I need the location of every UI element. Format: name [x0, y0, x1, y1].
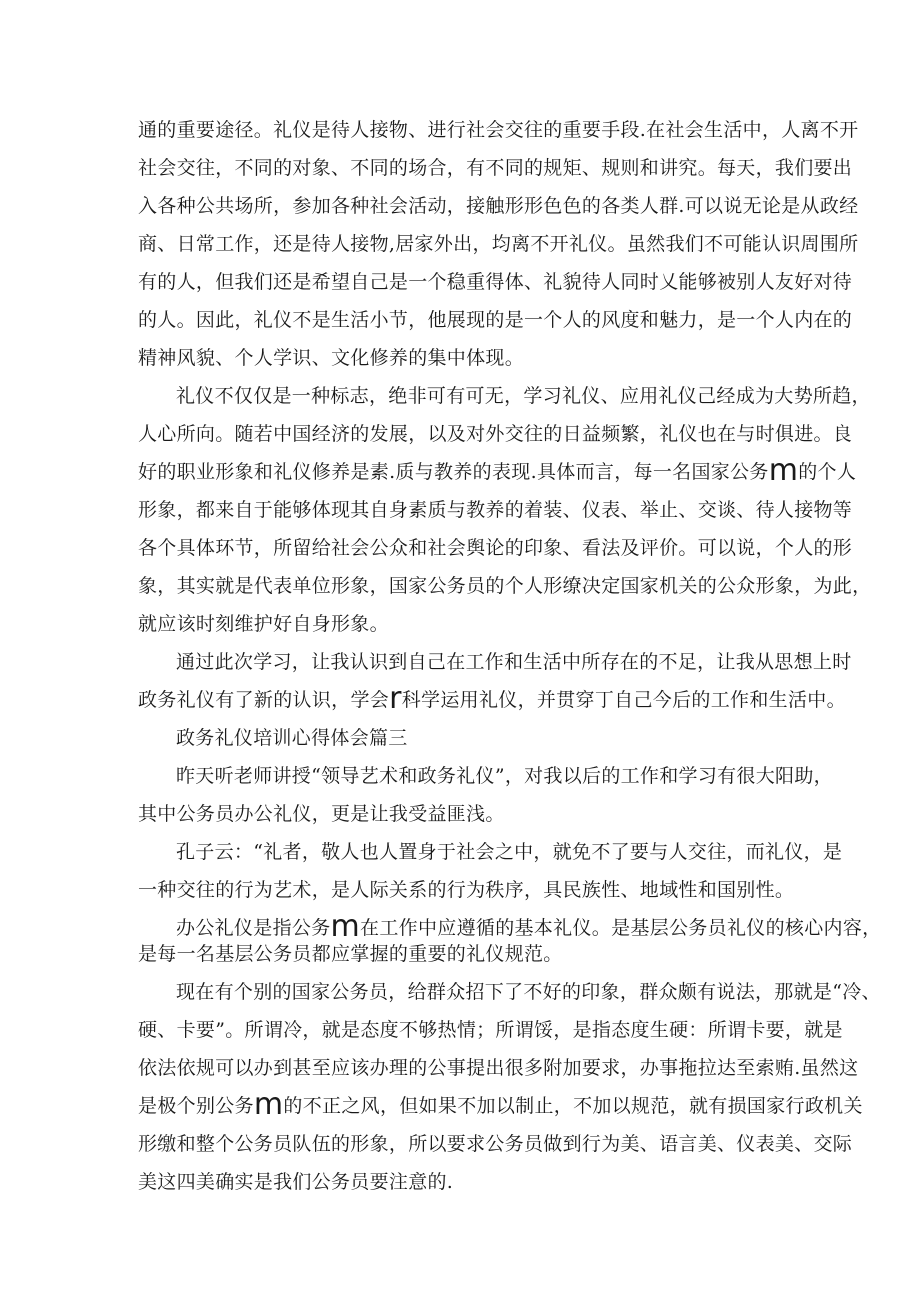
ocr-glyph: m [253, 1087, 284, 1122]
text-line: 社会交往，不同的对象、不同的场合，有不同的规矩、规则和讲究。每天，我们要出 [138, 157, 853, 179]
text-line: 精神风貌、个人学识、文化修养的集中体现。 [138, 347, 525, 369]
text-line: 就应该时刻维护好自身形象。 [138, 613, 389, 635]
text-line: 象，其实就是代表单位形象，国家公务员的个人形缭决定国家机关的公众形象，为此， [138, 575, 872, 597]
text-line: 形象，都来自于能够体现其自身素质与教养的着装、仪表、举止、交谈、待人接物等 [138, 499, 853, 521]
text-line: 礼仪不仅仅是一种标志，绝非可有可无，学习礼仪、应用礼仪己经成为大势所趋， [176, 385, 871, 407]
section-heading: 政务礼仪培训心得体会篇三 [176, 727, 408, 749]
text-line: 各个具体环节，所留给社会公众和社会舆论的印象、看法及评价。可以说，个人的形 [138, 537, 853, 559]
text-line: 入各种公共场所，参加各种社会活动，接触形形色色的各类人群.可以说无论是从政经 [138, 195, 859, 217]
text-line: 形缴和整个公务员队伍的形象，所以要求公务员做到行为美、语言美、仪表美、交际 [138, 1133, 853, 1155]
text-line: 现在有个别的国家公务员，给群众招下了不好的印象，群众颇有说法，那就是“冷、 [176, 981, 881, 1003]
text-line: 其中公务员办公礼仪，更是让我受益匪浅。 [138, 803, 505, 825]
text-line: 人心所向。随若中国经济的发展，以及对外交往的日益频繁，礼仪也在与时俱进。良 [138, 423, 853, 445]
text-line: 昨天听老师讲授“领导艺术和政务礼仪”，对我以后的工作和学习有很大阳助， [176, 765, 833, 787]
text-line: 好的职业形象和礼仪修养是素.质与教养的表现.具体而言，每一名国家公务m的个人 [138, 453, 857, 488]
text-line: 办公礼仪是指公务m在工作中应遵循的基本礼仪。是基层公务员礼仪的核心内容， [176, 909, 882, 944]
text-line: 是每一名基层公务员都应掌握的重要的礼仪规范。 [138, 943, 563, 965]
text-line: 有的人，但我们还是希望自己是一个稳重得体、礼貌待人同时乂能够被别人友好对待 [138, 271, 853, 293]
text-line: 硬、卡要”。所谓冷，就是态度不够热情；所谓馁，是指态度生硬：所谓卡要，就是 [138, 1019, 843, 1041]
text-line: 的人。因此，礼仪不是生活小节，他展现的是一个人的风度和魅力，是一个人内在的 [138, 309, 853, 331]
text-line: 通过此次学习，让我认识到自己在工作和生活中所存在的不足，让我从思想上时 [176, 651, 852, 673]
text-line: 商、日常工作，还是待人接物,居家外出，均离不开礼仪。虽然我们不可能认识周围所 [138, 233, 859, 255]
ocr-glyph: r [389, 681, 402, 716]
ocr-glyph: m [768, 453, 799, 488]
ocr-glyph: m [330, 909, 361, 944]
text-line: 是极个别公务m的不正之风，但如果不加以制止，不加以规范，就有损国家行政机关 [138, 1087, 863, 1122]
text-line: 孔子云：“礼者，敬人也人置身于社会之中，就免不了要与人交往，而礼仪，是 [176, 841, 843, 863]
text-line: 通的重要途径。礼仪是待人接物、进行社会交往的重要手段.在社会生活中，人离不开 [138, 119, 859, 141]
text-line: 政务礼仪有了新的认识，学会r科学运用礼仪，并贯穿丁自己今后的工作和生活中。 [138, 681, 846, 716]
text-line: 一种交往的行为艺术，是人际关系的行为秩序，具民族性、地域性和国别性。 [138, 879, 795, 901]
text-line: 美这四美确实是我们公务员要注意的. [138, 1171, 454, 1193]
text-line: 依法依规可以办到甚至应该办理的公事提出很多附加要求，办事拖拉达至索贿.虽然这 [138, 1057, 859, 1079]
